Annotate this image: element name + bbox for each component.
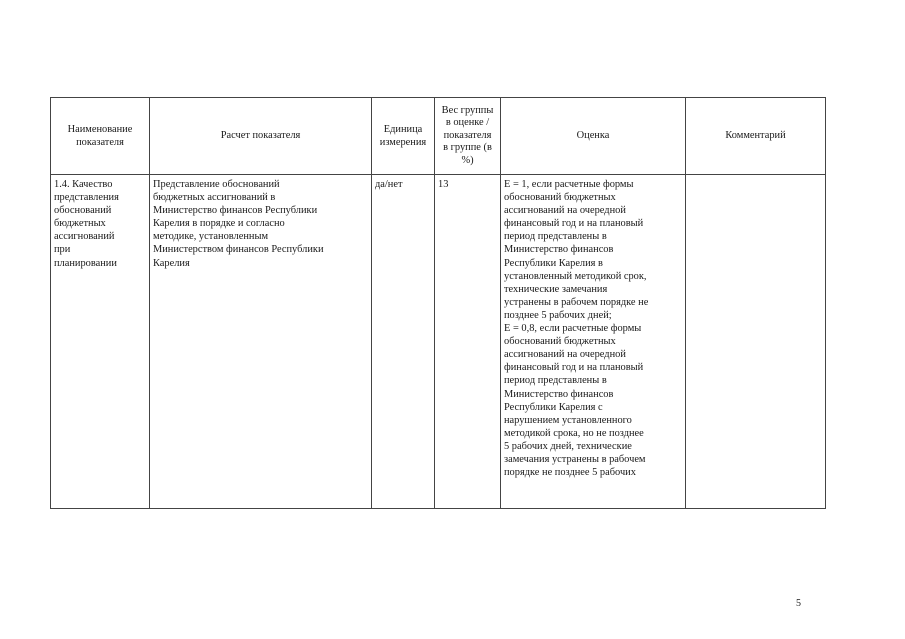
- cell-comment: [686, 175, 826, 509]
- cell-calculation: Представление обоснований бюджетных ассигнований в Министерство финансов Республики Карелия в порядке и согласно методике, установленным Министерством финансов Республики Карелия: [150, 175, 372, 509]
- header-weight: Вес группы в оценке / показателя в группе (в %): [435, 98, 501, 175]
- page-number: 5: [796, 598, 801, 609]
- table-header-row: [51, 98, 826, 175]
- table-row: [51, 175, 826, 509]
- indicator-table: [50, 97, 826, 509]
- cell-unit: да/нет: [372, 175, 435, 509]
- cell-weight: 13: [435, 175, 501, 509]
- header-calculation: Расчет показателя: [150, 98, 372, 175]
- header-name: Наименование показателя: [51, 98, 150, 175]
- cell-evaluation: E = 1, если расчетные формы обоснований бюджетных ассигнований на очередной финансовый год и на плановый период представлены в Министерство финансов Республики Карелия в установленный методикой срок, технические замечания устранены в рабочем порядке не позднее 5 рабочих дней; E = 0,8, если расчетные формы обоснований бюджетных ассигнований на очередной финансовый год и на плановый период представлены в Министерство финансов Республики Карелия с нарушением установленного методикой срока, но не позднее 5 рабочих дней, технические замечания устранены в рабочем порядке не позднее 5 рабочих: [501, 175, 686, 509]
- header-unit: Единица измерения: [372, 98, 435, 175]
- cell-name: 1.4. Качество представления обоснований бюджетных ассигнований при планировании: [51, 175, 150, 509]
- header-evaluation: Оценка: [501, 98, 686, 175]
- header-comment: Комментарий: [686, 98, 826, 175]
